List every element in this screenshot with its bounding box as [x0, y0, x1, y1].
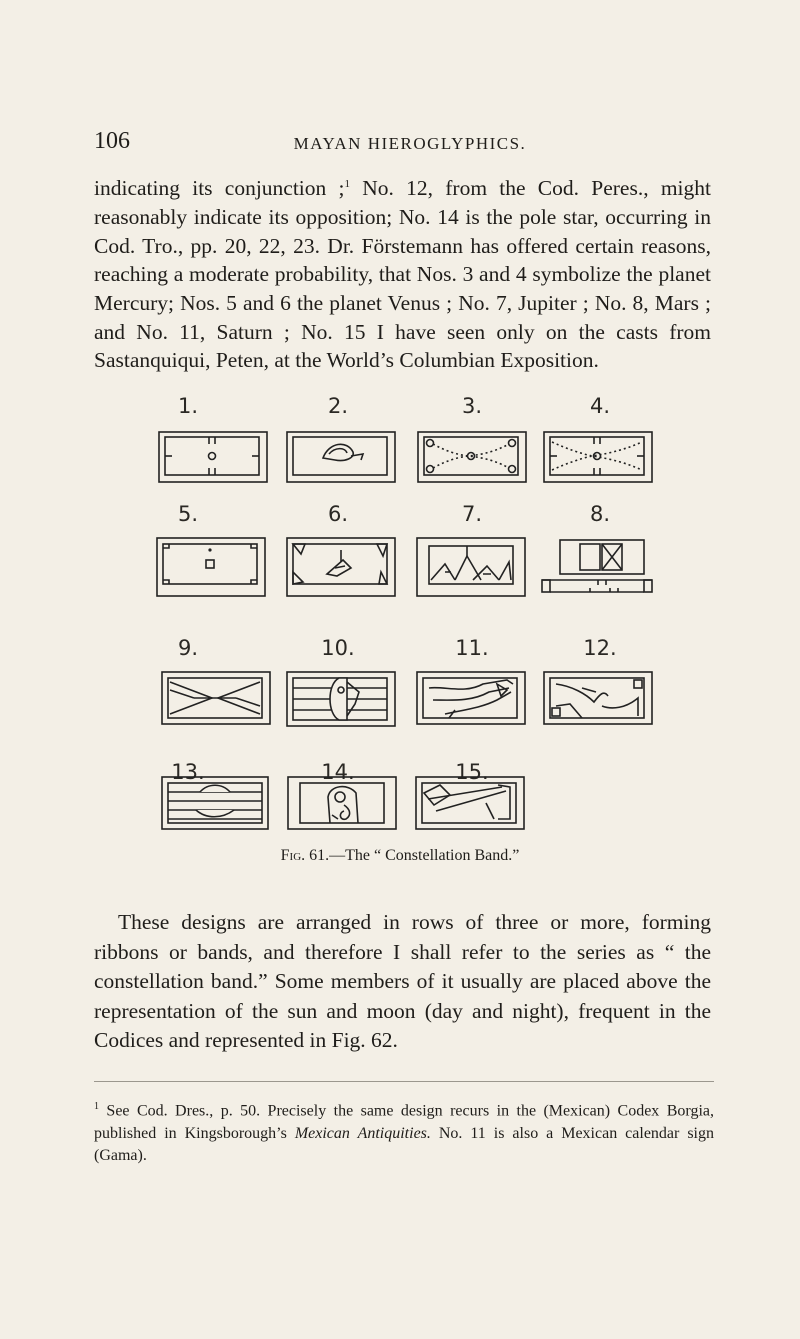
figure-number-12: 12.: [583, 636, 617, 660]
running-head: MAYAN HIEROGLYPHICS.: [293, 134, 527, 153]
glyph-9: [160, 670, 272, 726]
figure-number-8: 8.: [589, 502, 611, 526]
glyph-15: [414, 775, 526, 831]
glyph-7: [415, 536, 527, 598]
figure-number-13: 13.: [171, 760, 205, 784]
footnote-text-a: See Cod. Dres., p. 50. Precisely the same design recurs in the (Mexican) Codex Borgia, published in Kingsborough’s: [94, 1102, 714, 1142]
glyph-3: [416, 430, 528, 484]
figure-number-9: 9.: [177, 636, 199, 660]
footnote-rule: [94, 1081, 714, 1082]
figure-number-10: 10.: [321, 636, 355, 660]
figure-number-7: 7.: [461, 502, 483, 526]
page-number: 106: [94, 128, 130, 154]
footnote-text-b: No. 11 is also a Mexican calendar sign (Gama).: [94, 1124, 715, 1165]
glyph-5: [155, 536, 267, 598]
footnote: [94, 1096, 714, 1168]
glyph-14: [286, 775, 398, 831]
figure-number-2: 2.: [327, 394, 349, 418]
glyph-4: [542, 430, 654, 484]
figure-number-1: 1.: [177, 394, 199, 418]
figure-number-4: 4.: [589, 394, 611, 418]
figure-caption-text: —The “ Constellation Band.”: [329, 847, 520, 864]
constellation-band-figure: [140, 394, 660, 798]
footnote-italic-title: Mexican Antiquities.: [294, 1124, 431, 1142]
figure-number-6: 6.: [327, 502, 349, 526]
paragraph-1: [94, 170, 711, 375]
glyph-10: [285, 670, 397, 728]
figure-number-5: 5.: [177, 502, 199, 526]
figure-number-15: 15.: [455, 760, 489, 784]
glyph-8: [540, 536, 654, 598]
figure-caption-label: Fig. 61.: [280, 847, 330, 864]
paragraph-1-start: indicating its conjunction ;: [94, 176, 345, 201]
paragraph-2: These designs are arranged in rows of three or more, forming ribbons or bands, and therefore I shall refer to the series as “ the constellation band.” Some members of it usually are placed above the representation of the sun and moon (day and night), frequent in the Codices and represented in Fig. 62.: [94, 910, 711, 1052]
glyph-12: [542, 670, 654, 726]
glyph-1: [157, 430, 269, 484]
glyph-2: [285, 430, 397, 484]
figure-caption: [0, 847, 800, 865]
paragraph-1-rest: No. 12, from the Cod. Peres., might reasonably indicate its opposition; No. 14 is the pole star, occurring in Cod. Tro., pp. 20, 22, 23. Dr. Förstemann has offered certain reasons, reaching a moderate probability, that Nos. 3 and 4 symbolize the planet Mercury; Nos. 5 and 6 the planet Venus ; No. 7, Jupiter ; No. 8, Mars ; and No. 11, Saturn ; No. 15 I have seen only on the casts from Sastanquiqui, Peten, at the World’s Columbian Exposition.: [94, 176, 711, 373]
figure-number-3: 3.: [461, 394, 483, 418]
figure-number-14: 14.: [321, 760, 355, 784]
footnote-reference: 1: [344, 178, 350, 190]
glyph-11: [415, 670, 527, 726]
figure-number-11: 11.: [455, 636, 489, 660]
footnote-mark: 1: [94, 1101, 99, 1112]
glyph-6: [285, 536, 397, 598]
glyph-13: [160, 775, 270, 831]
